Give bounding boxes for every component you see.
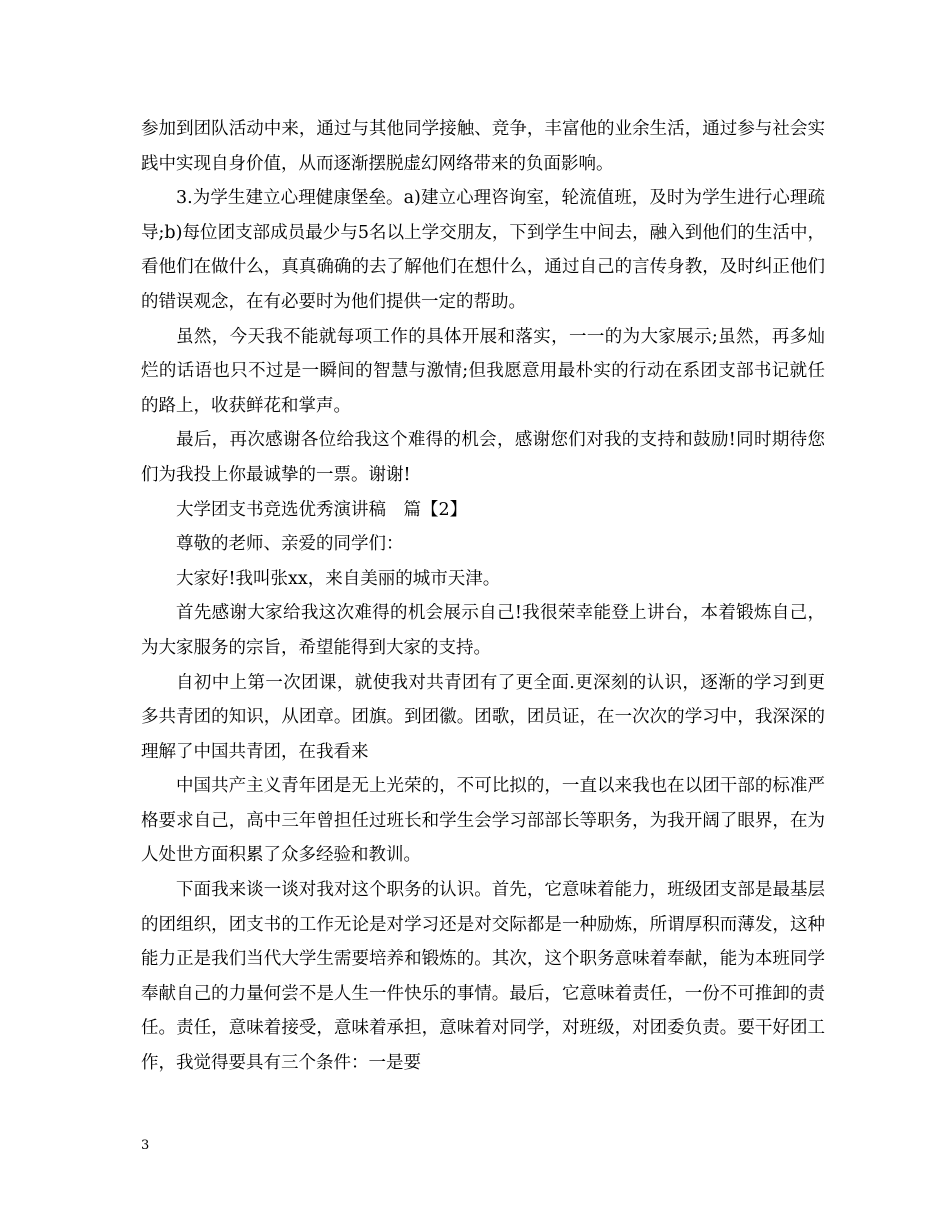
paragraph: 虽然，今天我不能就每项工作的具体开展和落实，一一的为大家展示;虽然，再多灿烂的话语也只不过是一瞬间的智慧与激情;但我愿意用最朴实的行动在系团支部书记就任的路上，收获鲜花和掌声。 — [141, 326, 825, 416]
paragraph: 首先感谢大家给我这次难得的机会展示自己!我很荣幸能登上讲台，本着锻炼自己，为大家服务的宗旨，希望能得到大家的支持。 — [141, 603, 825, 658]
document-body — [141, 112, 825, 1081]
paragraph: 下面我来谈一谈对我对这个职务的认识。首先，它意味着能力，班级团支部是最基层的团组织，团支书的工作无论是对学习还是对交际都是一种励炼，所谓厚积而薄发，这种能力正是我们当代大学生需要培养和锻炼的。其次，这个职务意味着奉献，能为本班同学奉献自己的力量何尝不是人生一件快乐的事情。最后，它意味着责任，一份不可推卸的责任。责任，意味着接受，意味着承担，意味着对同学，对班级，对团委负责。要干好团工作，我觉得要具有三个条件：一是要 — [141, 880, 825, 1074]
paragraph: 中国共产主义青年团是无上光荣的，不可比拟的，一直以来我也在以团干部的标准严格要求自己，高中三年曾担任过班长和学生会学习部部长等职务，为我开阔了眼界，在为人处世方面积累了众多经验和教训。 — [141, 776, 825, 866]
section-heading: 大学团支书竞选优秀演讲稿 篇【2】 — [176, 499, 468, 520]
page-number: 3 — [141, 1138, 150, 1153]
salutation: 尊敬的老师、亲爱的同学们： — [176, 534, 404, 555]
paragraph: 参加到团队活动中来，通过与其他同学接触、竞争，丰富他的业余生活，通过参与社会实践中实现自身价值，从而逐渐摆脱虚幻网络带来的负面影响。 — [141, 119, 825, 174]
paragraph: 最后，再次感谢各位给我这个难得的机会，感谢您们对我的支持和鼓励!同时期待您们为我投上你最诚挚的一票。谢谢! — [141, 430, 825, 485]
paragraph: 3.为学生建立心理健康堡垒。a)建立心理咨询室，轮流值班，及时为学生进行心理疏导;b)每位团支部成员最少与5名以上学交朋友，下到学生中间去，融入到他们的生活中，看他们在做什么，真真确确的去了解他们在想什么，通过自己的言传身教，及时纠正他们的错误观念，在有必要时为他们提供一定的帮助。 — [141, 188, 825, 312]
paragraph: 自初中上第一次团课，就使我对共青团有了更全面.更深刻的认识，逐渐的学习到更多共青团的知识，从团章。团旗。到团徽。团歌，团员证，在一次次的学习中，我深深的理解了中国共青团，在我看来 — [141, 672, 825, 762]
paragraph: 大家好!我叫张xx，来自美丽的城市天津。 — [176, 568, 501, 589]
